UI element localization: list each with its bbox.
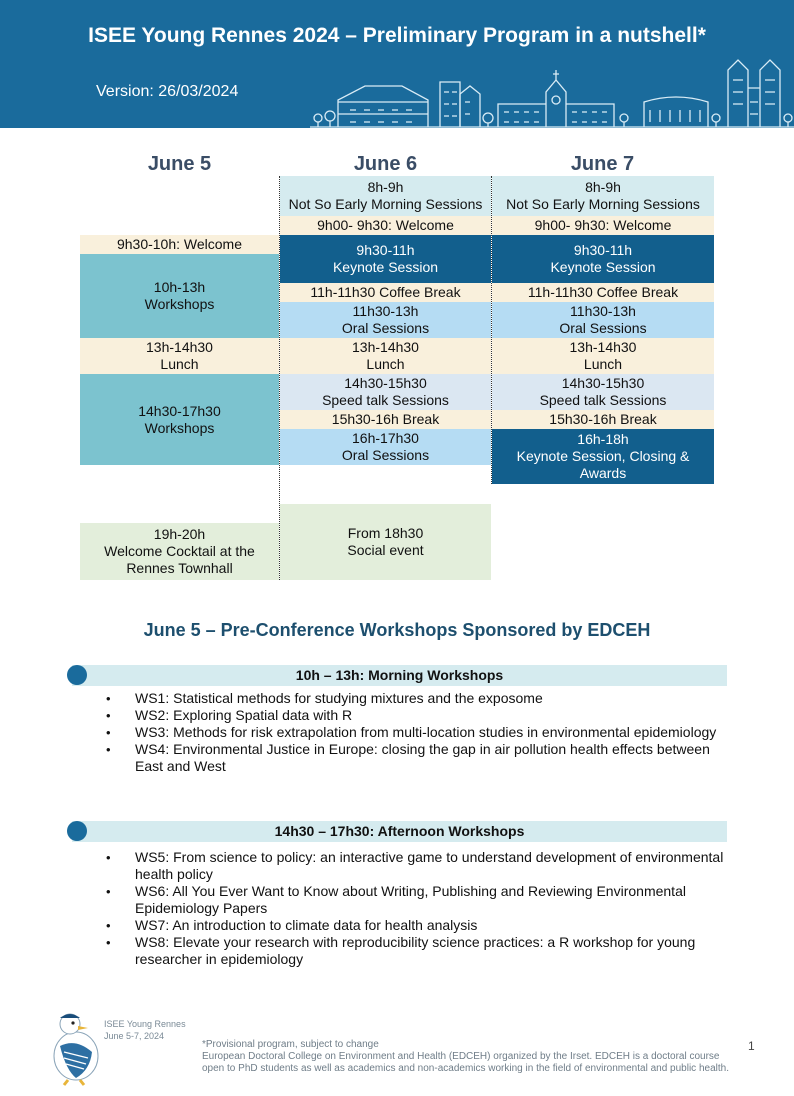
slot-label: Lunch — [583, 356, 623, 372]
slot-time: 13h-14h30 — [352, 339, 419, 355]
june7-speed-talk — [492, 374, 714, 410]
slot-time: 14h30-15h30 — [561, 375, 645, 391]
footer-logo-text — [104, 1018, 186, 1042]
june7-closing-keynote — [492, 429, 714, 484]
june5-lunch — [80, 338, 279, 374]
list-item: • WS6: All You Ever Want to Know about Writing, Publishing and Reviewing Environmental Epidemiology Papers — [112, 883, 732, 917]
page-title: ISEE Young Rennes 2024 – Preliminary Program in a nutshell* — [88, 24, 706, 47]
slot-label: Speed talk Sessions — [539, 392, 667, 408]
june6-social-event — [280, 504, 491, 580]
version-label: Version: 26/03/2024 — [96, 83, 239, 100]
june6-oral-sessions-afternoon — [280, 429, 491, 465]
footer-note-line: European Doctoral College on Environment and Health (EDCEH) organized by the Irset. EDCEH is a doctoral course — [202, 1051, 720, 1062]
june6-early-session — [280, 176, 491, 216]
slot-label: Keynote Session — [550, 259, 656, 275]
slot-time: 11h30-13h — [570, 303, 636, 319]
june6-lunch — [280, 338, 491, 374]
page-number: 1 — [748, 1039, 755, 1053]
june7-welcome — [492, 216, 714, 235]
slot-time: 14h30-15h30 — [344, 375, 427, 391]
slot-time: 16h-18h — [577, 431, 629, 447]
list-item: • WS8: Elevate your research with reproducibility science practices: a R workshop for young researcher in epidemiology — [112, 934, 732, 968]
slot-text: 15h30-16h Break — [331, 411, 440, 427]
june5-welcome — [80, 235, 279, 254]
june7-lunch — [492, 338, 714, 374]
slot-time: From 18h30 — [347, 525, 424, 541]
june6-keynote — [280, 235, 491, 283]
slot-label: Lunch — [160, 356, 199, 372]
slot-label: Not So Early Morning Sessions — [506, 196, 700, 212]
slot-time: 13h-14h30 — [146, 339, 213, 355]
slot-label: Workshops — [144, 419, 215, 436]
slot-time: 8h-9h — [367, 179, 404, 195]
slot-label: Social event — [347, 542, 424, 558]
june6-coffee-break — [280, 283, 491, 302]
june7-coffee-break — [492, 283, 714, 302]
slot-label: Not So Early Morning Sessions — [288, 196, 483, 212]
june6-speed-talk — [280, 374, 491, 410]
list-item: • WS2: Exploring Spatial data with R — [112, 707, 732, 724]
slot-text: 9h00- 9h30: Welcome — [317, 217, 454, 233]
list-item: • WS7: An introduction to climate data for health analysis — [112, 917, 732, 934]
list-item: • WS4: Environmental Justice in Europe: closing the gap in air pollution health effects between East and West — [112, 741, 732, 775]
slot-text: 9h30-10h: Welcome — [116, 236, 243, 252]
slot-text: 9h00- 9h30: Welcome — [534, 217, 672, 233]
slot-label: Speed talk Sessions — [322, 392, 449, 408]
slot-time: 13h-14h30 — [569, 339, 637, 355]
slot-label: Keynote Session — [332, 259, 439, 275]
afternoon-workshops-list — [112, 849, 732, 968]
slot-text: 15h30-16h Break — [549, 411, 657, 427]
seagull-mascot-icon — [46, 1008, 104, 1086]
june7-keynote — [492, 235, 714, 283]
slot-time: 9h30-11h — [356, 242, 415, 258]
footer-notes — [202, 1039, 729, 1075]
slot-time: 14h30-17h30 — [138, 402, 221, 419]
bullet-circle-icon — [67, 821, 87, 841]
footer-logo-line: June 5-7, 2024 — [104, 1031, 165, 1041]
list-item: • WS5: From science to policy: an interactive game to understand development of environmental health policy — [112, 849, 732, 883]
june6-welcome — [280, 216, 491, 235]
slot-time: 19h-20h — [153, 526, 206, 542]
slot-label: Lunch — [366, 356, 405, 372]
list-item: • WS1: Statistical methods for studying mixtures and the exposome — [112, 690, 732, 707]
bullet-circle-icon — [67, 665, 87, 685]
slot-label: Oral Sessions — [559, 320, 647, 336]
footer-note-line: *Provisional program, subject to change — [202, 1039, 379, 1050]
afternoon-workshops-heading: 14h30 – 17h30: Afternoon Workshops — [72, 821, 727, 842]
list-item: • WS3: Methods for risk extrapolation from multi-location studies in environmental epidemiology — [112, 724, 732, 741]
june5-welcome-cocktail — [80, 523, 279, 580]
slot-text: 11h-11h30 Coffee Break — [527, 284, 679, 300]
slot-time: 8h-9h — [585, 179, 621, 195]
june5-afternoon-workshops — [80, 374, 279, 465]
june5-morning-workshops — [80, 254, 279, 338]
slot-label: Keynote Session, Closing & Awards — [516, 448, 690, 481]
slot-label: Workshops — [144, 296, 215, 312]
day-header-june7: June 7 — [570, 153, 635, 175]
header-banner — [0, 0, 794, 128]
slot-time: 9h30-11h — [573, 242, 633, 258]
slot-time: 11h30-13h — [352, 303, 419, 319]
june7-early-session — [492, 176, 714, 216]
morning-workshops-list — [112, 690, 732, 775]
day-header-june6: June 6 — [353, 153, 418, 175]
morning-workshops-heading: 10h – 13h: Morning Workshops — [72, 665, 727, 686]
slot-time: 16h-17h30 — [352, 430, 419, 446]
slot-label: Oral Sessions — [341, 320, 430, 336]
slot-time: 10h-13h — [153, 279, 206, 295]
june6-oral-sessions-morning — [280, 302, 491, 338]
slot-text: 11h-11h30 Coffee Break — [310, 284, 461, 300]
june6-break — [280, 410, 491, 429]
rennes-skyline-illustration — [310, 52, 794, 128]
slot-label: Welcome Cocktail at the Rennes Townhall — [104, 543, 255, 576]
footer-logo-line: ISEE Young Rennes — [104, 1019, 186, 1029]
day-header-june5: June 5 — [147, 153, 212, 175]
workshops-section-title: June 5 – Pre-Conference Workshops Sponsored by EDCEH — [143, 620, 651, 640]
slot-label: Oral Sessions — [341, 447, 430, 463]
footer-note-line: open to PhD students as well as academics and non-academics working in the field of environmental and public health. — [202, 1063, 729, 1074]
june7-oral-sessions-morning — [492, 302, 714, 338]
june7-break — [492, 410, 714, 429]
